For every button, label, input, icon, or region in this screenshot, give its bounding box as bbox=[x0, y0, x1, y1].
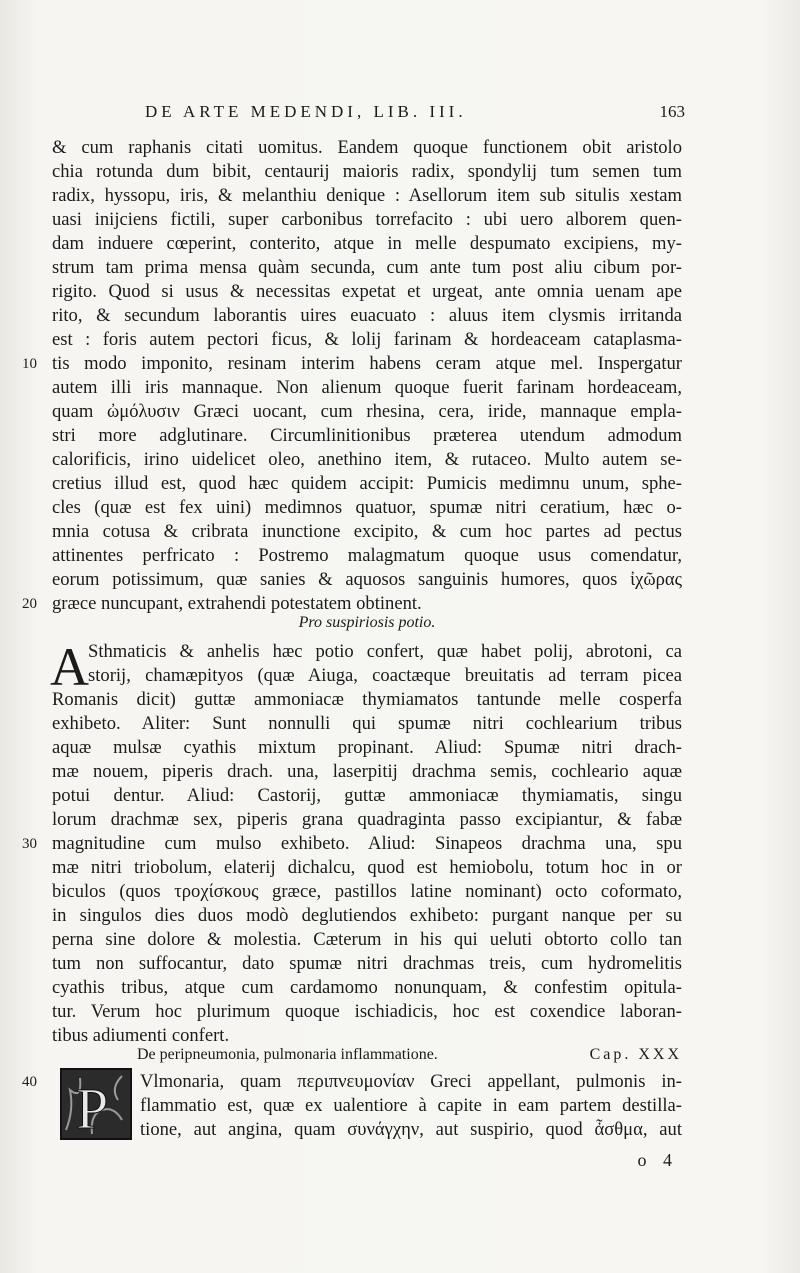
text-line: strum tam prima mensa quàm secunda, cum ante tum post aliu cibum por- bbox=[52, 257, 682, 278]
text-line: cretius illud est, quod hæc quidem accipit: Pumicis medimnu unum, sphe- bbox=[52, 473, 682, 494]
text-line: tione, aut angina, quam συνάγχην, aut suspirio, quod ἆσθμα, aut bbox=[140, 1119, 682, 1140]
text-line: tur. Verum hoc plurimum quoque ischiadicis, hoc est coxendice laboran- bbox=[52, 1001, 682, 1022]
text-line: chia rotunda dum bibit, centaurij maioris radix, spondylij tum semen tum bbox=[52, 161, 682, 182]
text-line: autem illi iris mannaque. Non alienum quoque fuerit farinam hordeaceam, bbox=[52, 377, 682, 398]
line-number: 30 bbox=[22, 836, 37, 852]
chapter-title: De peripneumonia, pulmonaria inflammatione. bbox=[137, 1046, 438, 1063]
text-line: est : foris autem pectori ficus, & lolij farinam & hordeaceam cataplasma- bbox=[52, 329, 682, 350]
section-subheading: Pro suspiriosis potio. bbox=[298, 614, 436, 631]
text-line: storij, chamæpityos (quæ Aiuga, coactæque breuitatis ad terram picea bbox=[88, 665, 682, 686]
text-line: rito, & secundum laborantis uires euacuato : aluus item clysmis irritanda bbox=[52, 305, 682, 326]
text-line: Vlmonaria, quam περιπνευμονίαν Greci appellant, pulmonis in- bbox=[140, 1071, 682, 1092]
text-line: stri more adglutinare. Circumlinitionibus præterea utendum admodum bbox=[52, 425, 682, 446]
text-line: cyathis tribus, atque cum cardamomo nonunquam, & confestim opitula- bbox=[52, 977, 682, 998]
text-line: exhibeto. Aliter: Sunt nonnulli qui spumæ nitri cochlearium tribus bbox=[52, 713, 682, 734]
text-line: Sthmaticis & anhelis hæc potio confert, quæ habet polij, abrotoni, ca bbox=[88, 641, 682, 662]
text-line: mæ nitri triobolum, elaterij dichalcu, quod est hemiobolu, totum hoc in or bbox=[52, 857, 682, 878]
text-line: uasi inijciens fictili, super carbonibus torrefacito : ubi uero alborem quen- bbox=[52, 209, 682, 230]
line-number: 40 bbox=[22, 1074, 37, 1090]
text-line: mnia cotusa & cribrata inunctione excipito, & cum hoc partes ad pectus bbox=[52, 521, 682, 542]
page-header bbox=[145, 102, 685, 126]
signature-mark: o 4 bbox=[637, 1150, 678, 1170]
text-line: calorificis, irino uidelicet oleo, anethino item, & rutaceo. Multo autem se- bbox=[52, 449, 682, 470]
text-line: potui dentur. Aliud: Castorij, guttæ ammoniacæ thymiamatis, singu bbox=[52, 785, 682, 806]
text-line: perna sine dolore & molestia. Cæterum in his qui ueluti obtorto collo tan bbox=[52, 929, 682, 950]
text-line: græce nuncupant, extrahendi potestatem obtinent. bbox=[52, 593, 422, 614]
chapter-number: Cap. XXX bbox=[589, 1046, 682, 1063]
text-line: dam induere cœperint, conterito, atque in melle despumato excipiens, my- bbox=[52, 233, 682, 254]
running-head: DE ARTE MEDENDI, LIB. III. bbox=[145, 102, 467, 121]
page-number: 163 bbox=[659, 102, 685, 121]
initial-letter: P bbox=[76, 1076, 109, 1138]
text-line: tum non suffocantur, dato spumæ nitri drachmas treis, cum hydromelitis bbox=[52, 953, 682, 974]
text-line: eorum potissimum, quæ sanies & aquosos sanguinis humores, quos ἰχῶρας bbox=[52, 569, 682, 590]
text-line: rigito. Quod si usus & necessitas expetat et urgeat, ante omnia uenam ape bbox=[52, 281, 682, 302]
text-line: in singulos dies duos modò deglutiendos exhibeto: purgant nanque per su bbox=[52, 905, 682, 926]
text-line: radix, hyssopu, iris, & melanthiu denique : Asellorum item sub situlis xestam bbox=[52, 185, 682, 206]
text-line: quam ὠμόλυσιν Græci uocant, cum rhesina, cera, iride, mannaque empla- bbox=[52, 401, 682, 422]
decorated-initial bbox=[60, 1068, 132, 1140]
text-line: attinentes perfricato : Postremo malagmatum quoque usus comendatur, bbox=[52, 545, 682, 566]
line-number: 10 bbox=[22, 356, 37, 372]
text-line: magnitudine cum mulso exhibeto. Aliud: Sinapeos drachma una, spu bbox=[52, 833, 682, 854]
text-line: tibus adiumenti confert. bbox=[52, 1025, 230, 1046]
chapter-heading bbox=[137, 1046, 682, 1064]
text-line: tis modo imponito, resinam interim habens ceram atque mel. Inspergatur bbox=[52, 353, 682, 374]
text-line: mæ nouem, piperis drach. una, laserpitij drachma semis, cochleario aquæ bbox=[52, 761, 682, 782]
text-line: biculos (quos τροχίσκους græce, pastillos latine nominant) octo coformato, bbox=[52, 881, 682, 902]
text-line: flammatio est, quæ ex ualentiore à capite in eam partem destilla- bbox=[140, 1095, 682, 1116]
text-line: Romanis dicit) guttæ ammoniacæ thymiamatos tantunde melle cosperfa bbox=[52, 689, 682, 710]
text-line: & cum raphanis citati uomitus. Eandem quoque functionem obit aristolo bbox=[52, 137, 682, 158]
text-line: aquæ mulsæ cyathis mixtum propinant. Aliud: Spumæ nitri drach- bbox=[52, 737, 682, 758]
drop-capital: A bbox=[50, 637, 89, 697]
text-line: cles (quæ est fex uini) medimnos quatuor, spumæ nitri ceratium, hæc o- bbox=[52, 497, 682, 518]
text-line: lorum drachmæ sex, piperis grana quadraginta passo excipiantur, & fabæ bbox=[52, 809, 682, 830]
line-number: 20 bbox=[22, 596, 37, 612]
ornament-icon bbox=[62, 1070, 130, 1138]
